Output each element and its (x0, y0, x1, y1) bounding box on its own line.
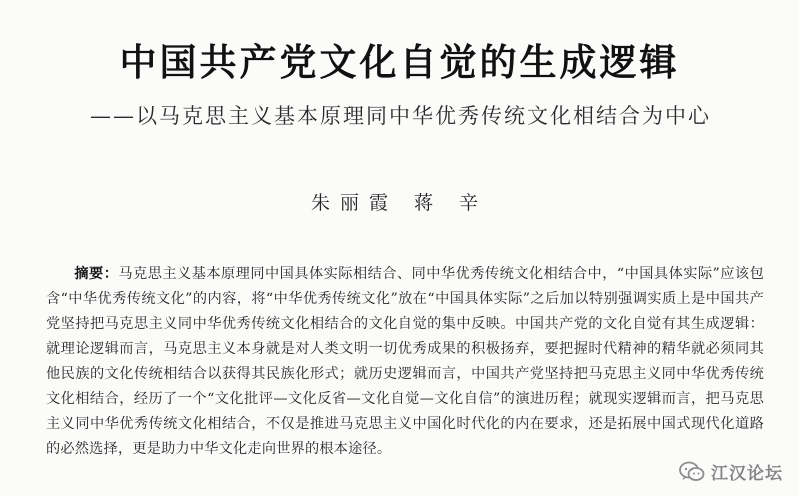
abstract-label: 摘要： (74, 266, 119, 282)
wechat-icon (679, 461, 705, 483)
abstract-paragraph (46, 262, 764, 462)
article-authors: 朱丽霞 蒋 辛 (310, 192, 489, 214)
watermark-text: 江汉论坛 (711, 464, 783, 484)
article-title: 中国共产党文化自觉的生成逻辑 (119, 41, 680, 84)
article-subtitle: ——以马克思主义基本原理同中华优秀传统文化相结合为中心 (90, 104, 711, 128)
abstract-text: 马克思主义基本原理同中国具体实际相结合、同中华优秀传统文化相结合中，“中国具体实际”应该包含“中华优秀传统文化”的内容，将“中华优秀传统文化”放在“中国具体实际”之后加以特别强调实质上是中国共产党坚持把马克思主义同中华优秀传统文化相结合的文化自觉的集中反映。中国共产党的文化自觉有其生成逻辑：就理论逻辑而言，马克思主义本身就是对人类文明一切优秀成果的积极扬弃，要把握时代精神的精华就必须同其他民族的文化传统相结合以获得其民族化形式；就历史逻辑而言，中国共产党坚持把马克思主义同中华优秀传统文化相结合，经历了一个“文化批评—文化反省—文化自觉—文化自信”的演进历程；就现实逻辑而言，把马克思主义同中华优秀传统文化相结合，不仅是推进马克思主义中国化时代化的内在要求，还是拓展中国式现代化道路的必然选择，更是助力中华文化走向世界的根本途径。 (46, 266, 764, 457)
source-watermark (679, 459, 783, 484)
